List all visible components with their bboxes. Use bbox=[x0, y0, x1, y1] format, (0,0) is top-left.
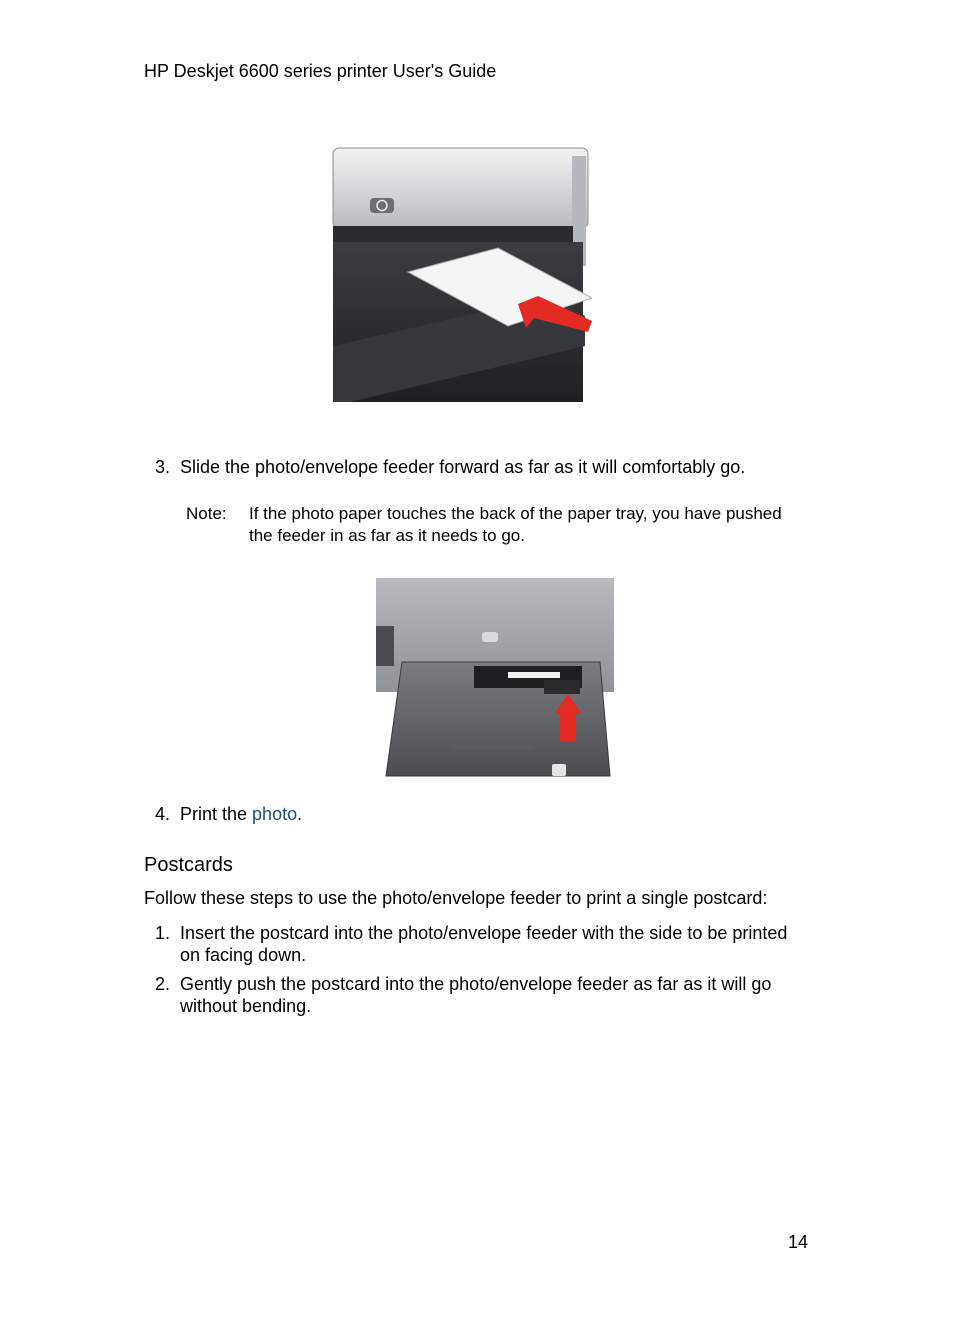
hp-logo-icon bbox=[482, 632, 498, 642]
step-text-prefix: Print the bbox=[180, 804, 253, 824]
photo-link[interactable]: photo bbox=[252, 804, 298, 824]
note-line: If the photo paper touches the back of the paper tray, you have pushed bbox=[249, 504, 782, 523]
note-body bbox=[249, 503, 829, 547]
step-text bbox=[180, 973, 820, 1017]
printer-insert-paper-figure bbox=[330, 146, 592, 404]
step-line: without bending. bbox=[180, 996, 312, 1016]
step-text-suffix: . bbox=[297, 804, 303, 824]
step-4 bbox=[144, 803, 844, 827]
feeder-forward-figure bbox=[374, 576, 616, 784]
step-number: 2. bbox=[154, 974, 170, 994]
note-label: Note: bbox=[186, 504, 227, 523]
note bbox=[186, 503, 836, 549]
step-text: Slide the photo/envelope feeder forward as far as it will comfortably go. bbox=[180, 457, 746, 477]
step-line: Gently push the postcard into the photo/envelope feeder as far as it will go bbox=[180, 974, 772, 994]
step-number: 4. bbox=[154, 804, 170, 824]
note-line: the feeder in as far as it needs to go. bbox=[249, 526, 525, 545]
step-3 bbox=[144, 456, 844, 480]
step-number: 3. bbox=[154, 457, 170, 477]
postcard-step-1 bbox=[144, 922, 844, 968]
step-text bbox=[180, 803, 820, 825]
step-line: Insert the postcard into the photo/envelope feeder with the side to be printed bbox=[180, 923, 788, 943]
section-heading: Postcards bbox=[144, 854, 233, 876]
page-number: 14 bbox=[788, 1232, 809, 1252]
postcard-step-2 bbox=[144, 973, 844, 1019]
intro-paragraph: Follow these steps to use the photo/envelope feeder to print a single postcard: bbox=[144, 888, 768, 908]
step-line: on facing down. bbox=[180, 945, 307, 965]
step-number: 1. bbox=[154, 923, 170, 943]
page-header: HP Deskjet 6600 series printer User's Guide bbox=[144, 61, 497, 81]
step-text bbox=[180, 922, 820, 966]
